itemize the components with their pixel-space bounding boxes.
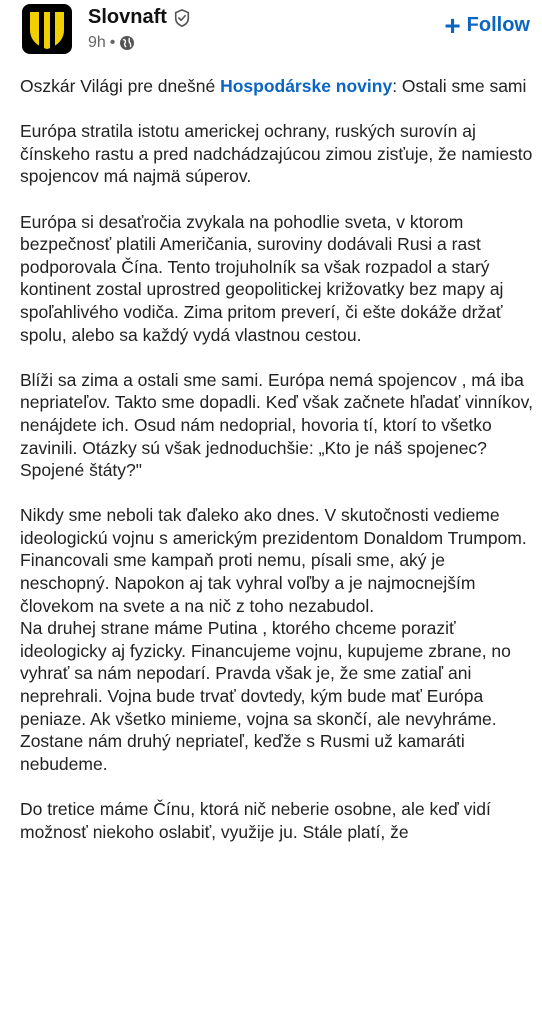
meta-separator: • — [109, 34, 116, 51]
post-paragraph-4: Blíži sa zima a ostali sme sami. Európa nemá spojencov , má iba nepriateľov. Takto sme dopadli. Keď však začnete hľadať vinníkov, nenájdete ich. Osud nám nedoprial, hovoria tí, ktorí to všetko zavinili. Otázky sú však jednoduchšie: „Kto je náš spojenec? Spojené štáty?" — [20, 369, 533, 481]
paragraph-text: : Ostali sme sami — [392, 76, 527, 96]
company-logo-avatar[interactable] — [22, 4, 72, 54]
mention-link[interactable]: Hospodárske noviny — [220, 76, 393, 96]
post-header — [0, 0, 542, 66]
globe-icon — [119, 35, 135, 51]
post-body — [20, 75, 535, 866]
author-row — [88, 6, 191, 29]
follow-label: Follow — [466, 14, 530, 36]
paragraph-text: Oszkár Világi pre dnešné — [20, 76, 221, 96]
post-paragraph-2: Európa stratila istotu americkej ochrany, ruských surovín aj čínskeho rastu a pred nadchádzajúcou zimou zisťuje, že namiesto spojencov má najmä súperov. — [20, 121, 533, 187]
post-paragraph-1 — [20, 75, 535, 98]
post-paragraph-6: Na druhej strane máme Putina , ktorého chceme poraziť ideologicky aj fyzicky. Financujeme vojnu, kupujeme zbrane, no vyhrať sa nám nepodarí. Pravda však je, že sme zatiaľ ani neprehrali. Vojna bude trvať dovtedy, kým bude mať Európa peniaze. Ak všetko minieme, vojna sa skončí, ale nevyhráme. Zostane nám druhý nepriateľ, keďže s Rusmi už kamaráti nebudeme. — [20, 618, 511, 774]
post-paragraph-3: Európa si desaťročia zvykala na pohodlie sveta, v ktorom bezpečnosť platili Američania, suroviny dodávali Rusi a rast podporovala Čína. Tento trojuholník sa však rozpadol a starý kontinent zostal uprostred geopolitickej križovatky bez mapy aj spoľahlivého vodiča. Zima pritom preverí, či ešte dokáže držať spolu, alebo sa každý vydá vlastnou cestou. — [20, 211, 504, 345]
verified-icon — [173, 9, 191, 27]
follow-button[interactable] — [444, 9, 530, 41]
post-meta — [88, 34, 135, 52]
post-paragraph-5: Nikdy sme neboli tak ďaleko ako dnes. V skutočnosti vedieme ideologickú vojnu s americkým prezidentom Donaldom Trumpom. Financovali sme kampaň proti nemu, písali sme, aký je neschopný. Napokon aj tak vyhral voľby a je najmocnejším človekom na svete a na nič z toho nezabudol. — [20, 505, 527, 616]
author-name[interactable]: Slovnaft — [88, 6, 167, 28]
slovnaft-logo-icon — [27, 8, 67, 50]
post-paragraph-7: Do tretice máme Čínu, ktorá nič neberie osobne, ale keď vidí možnosť niekoho oslabiť, využije ju. Stále platí, že — [20, 799, 491, 842]
plus-icon: + — [444, 9, 461, 41]
post-time: 9h — [88, 34, 106, 51]
